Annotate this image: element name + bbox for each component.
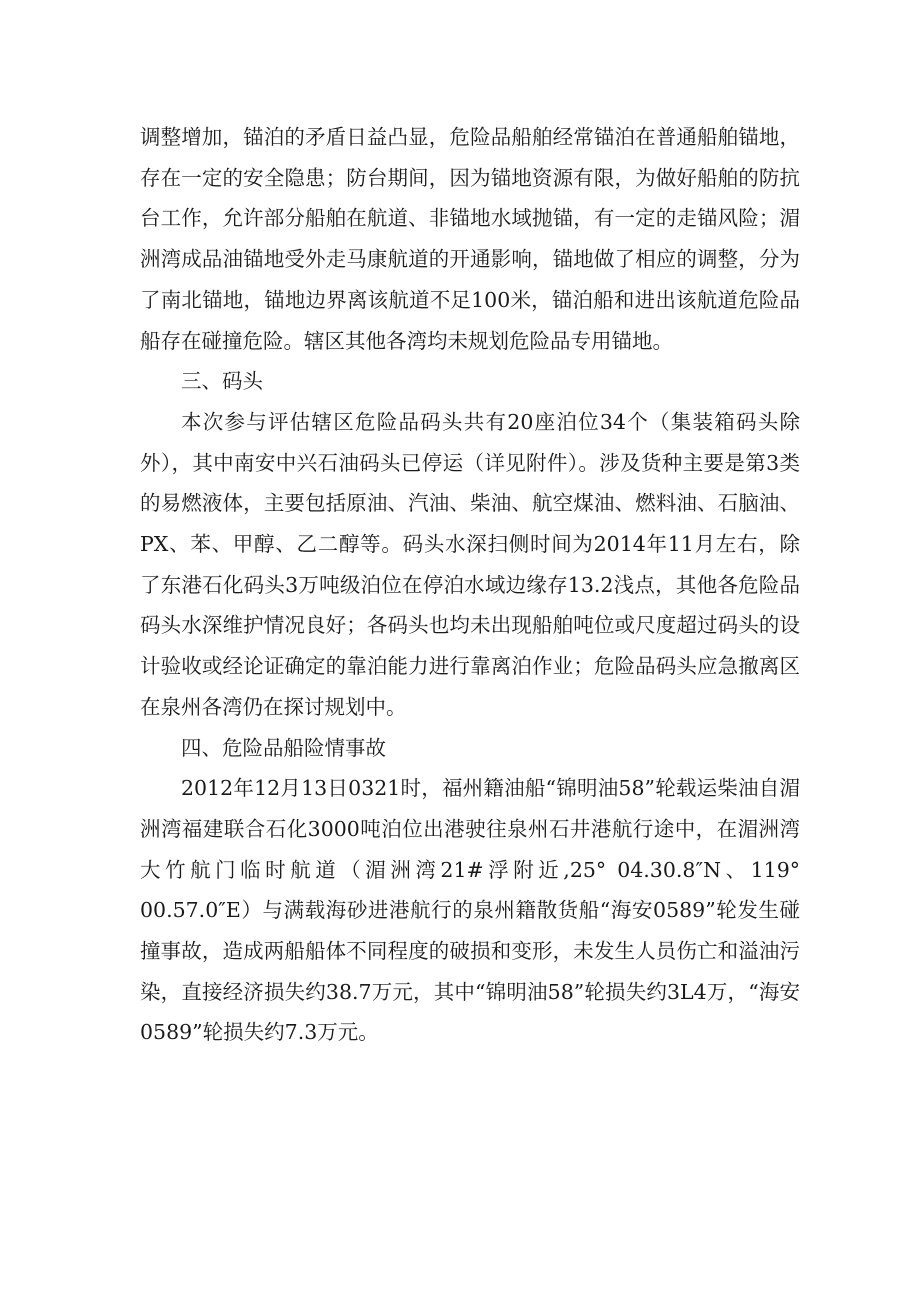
accident-paragraph: 2012年12月13日0321时，福州籍油船“锦明油58”轮载运柴油自湄洲湾福建联合石化3000吨泊位出港驶往泉州石井港航行途中，在湄洲湾大竹航门临时航道（湄洲湾21#浮附近,25° 04.30.8″N、119° 00.57.0″E）与满载海砂进港航行的泉州籍散货船“海安0589”轮发生碰撞事故，造成两船船体不同程度的破损和变形，未发生人员伤亡和溢油污染，直接经济损失约38.7万元，其中“锦明油58”轮损失约3L4万，“海安0589”轮损失约7.3万元。 [140, 776, 800, 1045]
section-heading-wharf: 三、码头 [181, 369, 263, 394]
continuation-paragraph: 调整增加，锚泊的矛盾日益凸显，危险品船舶经常锚泊在普通船舶锚地，存在一定的安全隐患；防台期间，因为锚地资源有限，为做好船舶的防抗台工作，允许部分船舶在航道、非锚地水域抛锚，有一定的走锚风险；湄洲湾成品油锚地受外走马康航道的开通影响，锚地做了相应的调整，分为了南北锚地，锚地边界离该航道不足100米，锚泊船和进出该航道危险品船存在碰撞危险。辖区其他各湾均未规划危险品专用锚地。 [140, 125, 800, 353]
document-body [140, 117, 800, 1053]
section-heading-accidents: 四、危险品船险情事故 [181, 735, 386, 760]
wharf-paragraph: 本次参与评估辖区危险品码头共有20座泊位34个（集装箱码头除外），其中南安中兴石油码头已停运（详见附件）。涉及货种主要是第3类的易燃液体，主要包括原油、汽油、柴油、航空煤油、燃料油、石脑油、PX、苯、甲醇、乙二醇等。码头水深扫侧时间为2014年11月左右，除了东港石化码头3万吨级泊位在停泊水域边缘存13.2浅点，其他各危险品码头水深维护情况良好；各码头也均未出现船舶吨位或尺度超过码头的设计验收或经论证确定的靠泊能力进行靠离泊作业；危险品码头应急撤离区在泉州各湾仍在探讨规划中。 [140, 409, 800, 719]
